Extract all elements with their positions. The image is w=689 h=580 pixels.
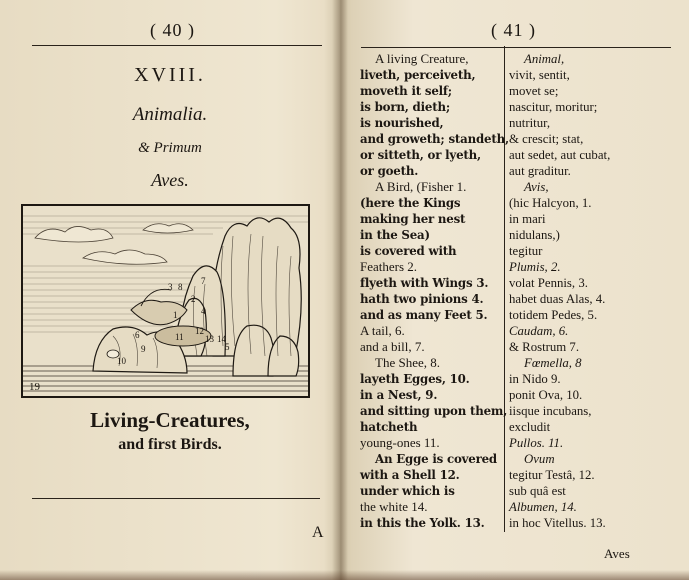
plate-label: 1 [173, 310, 178, 320]
english-line: hath two pinions 4. [360, 292, 484, 306]
latin-line: aut graditur. [509, 164, 571, 178]
section-latin-aves: Aves. [151, 170, 189, 190]
footer-rule-left [32, 498, 320, 499]
latin-line: (hic Halcyon, 1. [509, 196, 592, 210]
plate-label: 14 [217, 334, 226, 344]
english-line: layeth Egges, 10. [360, 372, 470, 386]
english-line: is born, dieth; [360, 100, 450, 114]
english-line: is nourished, [360, 116, 444, 130]
english-line: in the Sea) [360, 228, 430, 242]
caption-first-birds: and first Birds. [118, 436, 222, 453]
english-line: liveth, perceiveth, [360, 68, 476, 82]
latin-line: aut sedet, aut cubat, [509, 148, 611, 162]
english-line: in a Nest, 9. [360, 388, 438, 402]
plate-label: 8 [178, 282, 183, 292]
engraving-plate [21, 204, 310, 398]
english-line: flyeth with Wings 3. [360, 276, 489, 290]
page-number-right: ( 41 ) [491, 20, 536, 40]
english-line: Feathers 2. [360, 259, 418, 274]
english-line: A living Creature, [375, 51, 469, 66]
latin-line: excludit [509, 420, 551, 434]
latin-line: volat Pennis, 3. [509, 276, 588, 290]
latin-line: nascitur, moritur; [509, 100, 598, 114]
section-latin-title: Animalia. [132, 104, 208, 125]
plate-label: 6 [135, 330, 140, 340]
engraving-illustration [23, 206, 308, 396]
english-line: The Shee, 8. [375, 355, 440, 370]
english-line: with a Shell 12. [360, 468, 460, 482]
plate-label: 9 [141, 344, 146, 354]
english-line: is covered with [360, 244, 457, 258]
latin-line: Caudam, 6. [509, 324, 569, 338]
plate-label: 2 [191, 294, 196, 304]
section-number: XVIII. [134, 64, 206, 86]
latin-line: Plumis, 2. [509, 260, 561, 274]
latin-line: movet se; [509, 84, 559, 98]
signature-mark: A [312, 524, 324, 541]
plate-label: 13 [205, 334, 214, 344]
latin-line: & crescit; stat, [509, 132, 584, 146]
english-line: young-ones 11. [360, 435, 440, 450]
latin-line: nutritur, [509, 116, 551, 130]
header-rule-right [361, 47, 671, 48]
latin-line: in hoc Vitellus. 13. [509, 516, 606, 530]
english-line: A tail, 6. [360, 323, 405, 338]
english-line: moveth it self; [360, 84, 452, 98]
english-line: and as many Feet 5. [360, 308, 488, 322]
latin-line: iisque incubans, [509, 404, 592, 418]
plate-label: 10 [117, 356, 126, 366]
english-line: the white 14. [360, 499, 428, 514]
latin-line: Animal, [524, 52, 565, 66]
plate-label: 4 [201, 306, 206, 316]
catchword: Aves [604, 546, 630, 561]
latin-line: Albumen, 14. [509, 500, 577, 514]
page-number-left: ( 40 ) [150, 20, 195, 40]
english-line: in this the Yolk. 13. [360, 516, 485, 530]
latin-line: nidulans,) [509, 228, 560, 242]
english-line: A Bird, (Fisher 1. [375, 179, 467, 194]
latin-line: vivit, sentit, [509, 68, 570, 82]
latin-line: Pullos. 11. [509, 436, 564, 450]
latin-line: ponit Ova, 10. [509, 388, 583, 402]
plate-label: 7 [201, 276, 206, 286]
header-rule-left [32, 45, 322, 46]
caption-living-creatures: Living-Creatures, [90, 408, 250, 432]
english-line: and sitting upon them, [360, 404, 508, 418]
plate-number: 19 [29, 381, 40, 393]
latin-line: in mari [509, 212, 546, 226]
latin-line: sub quâ est [509, 484, 566, 498]
plate-label: 12 [195, 326, 204, 336]
latin-line: in Nido 9. [509, 372, 561, 386]
plate-label: 5 [225, 342, 230, 352]
english-line: making her nest [360, 212, 466, 226]
plate-label: 11 [175, 332, 184, 342]
english-line: and a bill, 7. [360, 339, 425, 354]
section-latin-primum: & Primum [138, 140, 202, 156]
latin-line: tegitur Testâ, 12. [509, 468, 595, 482]
latin-line: totidem Pedes, 5. [509, 308, 598, 322]
english-line: hatcheth [360, 420, 418, 434]
english-line: or sitteth, or lyeth, [360, 148, 481, 162]
english-line: An Egge is covered [375, 452, 497, 466]
left-page [0, 0, 340, 580]
latin-line: Fœmella, 8 [524, 356, 582, 370]
english-line: or goeth. [360, 164, 419, 178]
english-line: (here the Kings [360, 196, 461, 210]
latin-line: habet duas Alas, 4. [509, 292, 606, 306]
page-edge-shadow [0, 570, 689, 580]
english-line: under which is [360, 484, 455, 498]
column-divider [504, 46, 505, 532]
latin-line: & Rostrum 7. [509, 340, 580, 354]
latin-line: Avis, [524, 180, 549, 194]
latin-line: Ovum [524, 452, 555, 466]
english-line: and groweth; standeth, [360, 132, 509, 146]
latin-line: tegitur [509, 244, 543, 258]
plate-label: 3 [168, 282, 173, 292]
